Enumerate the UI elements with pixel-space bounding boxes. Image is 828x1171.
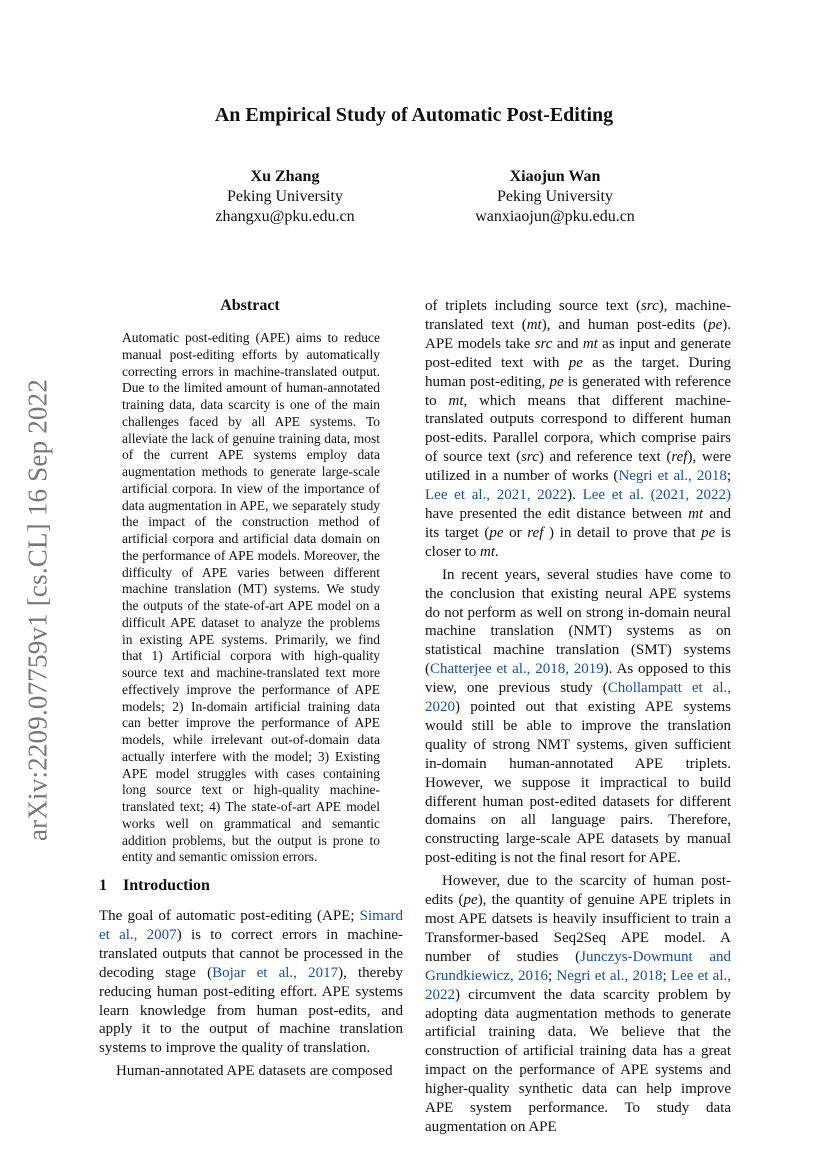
- citation-link[interactable]: Negri et al., 2018: [556, 967, 663, 984]
- author-email: wanxiaojun@pku.edu.cn: [475, 208, 635, 225]
- intro-paragraph-4: However, due to the scarcity of human post-edits (pe), the quantity of genuine APE triplets in most APE datsets is heavily insufficient to train a Transformer-based Seq2Seq APE model. A number of studies (Junczys-Dowmunt and Grundkiewicz, 2016; Negri et al., 2018; Lee et al., 2022) circumvent the data scarcity problem by adopting data augmentation methods to generate artificial training data. We believe that the construction of artificial training data has a great impact on the performance of APE systems and higher-quality synthetic data can help improve APE system performance. To study data augmentation on APE: [425, 873, 732, 1135]
- paper-title: An Empirical Study of Automatic Post-Editing: [214, 104, 614, 126]
- author-block-1: [185, 167, 385, 227]
- author-affiliation: Peking University: [497, 188, 613, 205]
- intro-paragraph-2-start: Human-annotated APE datasets are composed: [116, 1063, 393, 1080]
- citation-link[interactable]: Chollampatt et al., 2020: [425, 680, 732, 716]
- citation-link[interactable]: Lee et al., 2021, 2022: [425, 487, 568, 504]
- section-heading: [99, 877, 210, 895]
- citation-link[interactable]: Chatterjee et al., 2018, 2019: [430, 661, 604, 678]
- arxiv-identifier: arXiv:2209.07759v1 [cs.CL] 16 Sep 2022: [22, 378, 53, 842]
- section-title: Introduction: [123, 877, 210, 894]
- abstract-text: Automatic post-editing (APE) aims to reduce manual post-editing efforts by automatically correcting errors in machine-translated output. Due to the limited amount of human-annotated training data, data scarcity is one of the main challenges faced by all APE systems. To alleviate the lack of genuine training data, most of the current APE systems employ data augmentation methods to generate large-scale artificial corpora. In view of the importance of data augmentation in APE, we separately study the impact of the construction method of artificial corpora and artificial data domain on the performance of APE models. Moreover, the difficulty of APE varies between different machine translation (MT) systems. We study the outputs of the state-of-art APE model on a difficult APE dataset to analyze the problems in existing APE systems. Primarily, we find that 1) Artificial corpora with high-quality source text and machine-translated text more effectively improve the performance of APE models; 2) In-domain artificial training data can better improve the performance of APE models, while irrelevant out-of-domain data actually interfere with the model; 3) Existing APE model struggles with cases containing long source text or high-quality machine-translated text; 4) The state-of-art APE model works well on grammatical and semantic addition problems, but the output is prone to entity and semantic omission errors.: [122, 330, 380, 865]
- citation-link[interactable]: Lee et al. (2021, 2022): [582, 487, 731, 504]
- citation-link[interactable]: Bojar et al., 2017: [212, 964, 339, 981]
- right-column-body: [425, 297, 731, 1137]
- author-name: Xu Zhang: [250, 168, 320, 185]
- author-affiliation: Peking University: [227, 188, 343, 205]
- citation-link[interactable]: Simard et al., 2007: [99, 908, 403, 943]
- section-number: 1: [99, 877, 107, 894]
- author-email: zhangxu@pku.edu.cn: [215, 208, 355, 225]
- left-column-body: [99, 907, 403, 1081]
- citation-link[interactable]: Junczys-Dowmunt and Grundkiewicz, 2016: [425, 948, 731, 984]
- intro-paragraph-3: In recent years, several studies have come to the conclusion that existing neural APE systems do not perform as well on strong in-domain neural machine translation (NMT) systems as on statistical machine translation (SMT) systems (Chatterjee et al., 2018, 2019). As opposed to this view, one previous study (Chollampatt et al., 2020) pointed out that existing APE systems would still be able to improve the translation quality of strong NMT systems, given sufficient in-domain human-annotated APE triplets. However, we suppose it impractical to build different human post-edited datasets for different domains on all language pairs. Therefore, constructing large-scale APE datasets by manual post-editing is not the final resort for APE.: [425, 566, 732, 867]
- arxiv-sidebar: [18, 360, 58, 860]
- abstract-heading: Abstract: [220, 297, 280, 314]
- author-block-2: [440, 167, 670, 227]
- intro-paragraph-1: The goal of automatic post-editing (APE; Simard et al., 2007) is to correct errors in machine-translated outputs that cannot be processed in the decoding stage (Bojar et al., 2017), thereby reducing human post-editing effort. APE systems learn knowledge from human post-edits, and apply it to the output of machine translation systems to improve the quality of translation.: [99, 908, 404, 1057]
- intro-paragraph-2-continued: of triplets including source text (src), machine-translated text (mt), and human post-edits (pe). APE models take src and mt as input and generate post-edited text with pe as the target. During human post-editing, pe is generated with reference to mt, which means that different machine-translated outputs correspond to different human post-edits. Parallel corpora, which comprise pairs of source text (src) and reference text (ref), were utilized in a number of works (Negri et al., 2018; Lee et al., 2021, 2022). Lee et al. (2021, 2022) have presented the edit distance between mt and its target (pe or ref ) in detail to prove that pe is closer to mt.: [425, 298, 732, 560]
- citation-link[interactable]: Negri et al., 2018: [618, 468, 727, 485]
- citation-link[interactable]: Lee et al., 2022: [425, 967, 731, 1003]
- author-name: Xiaojun Wan: [509, 168, 601, 185]
